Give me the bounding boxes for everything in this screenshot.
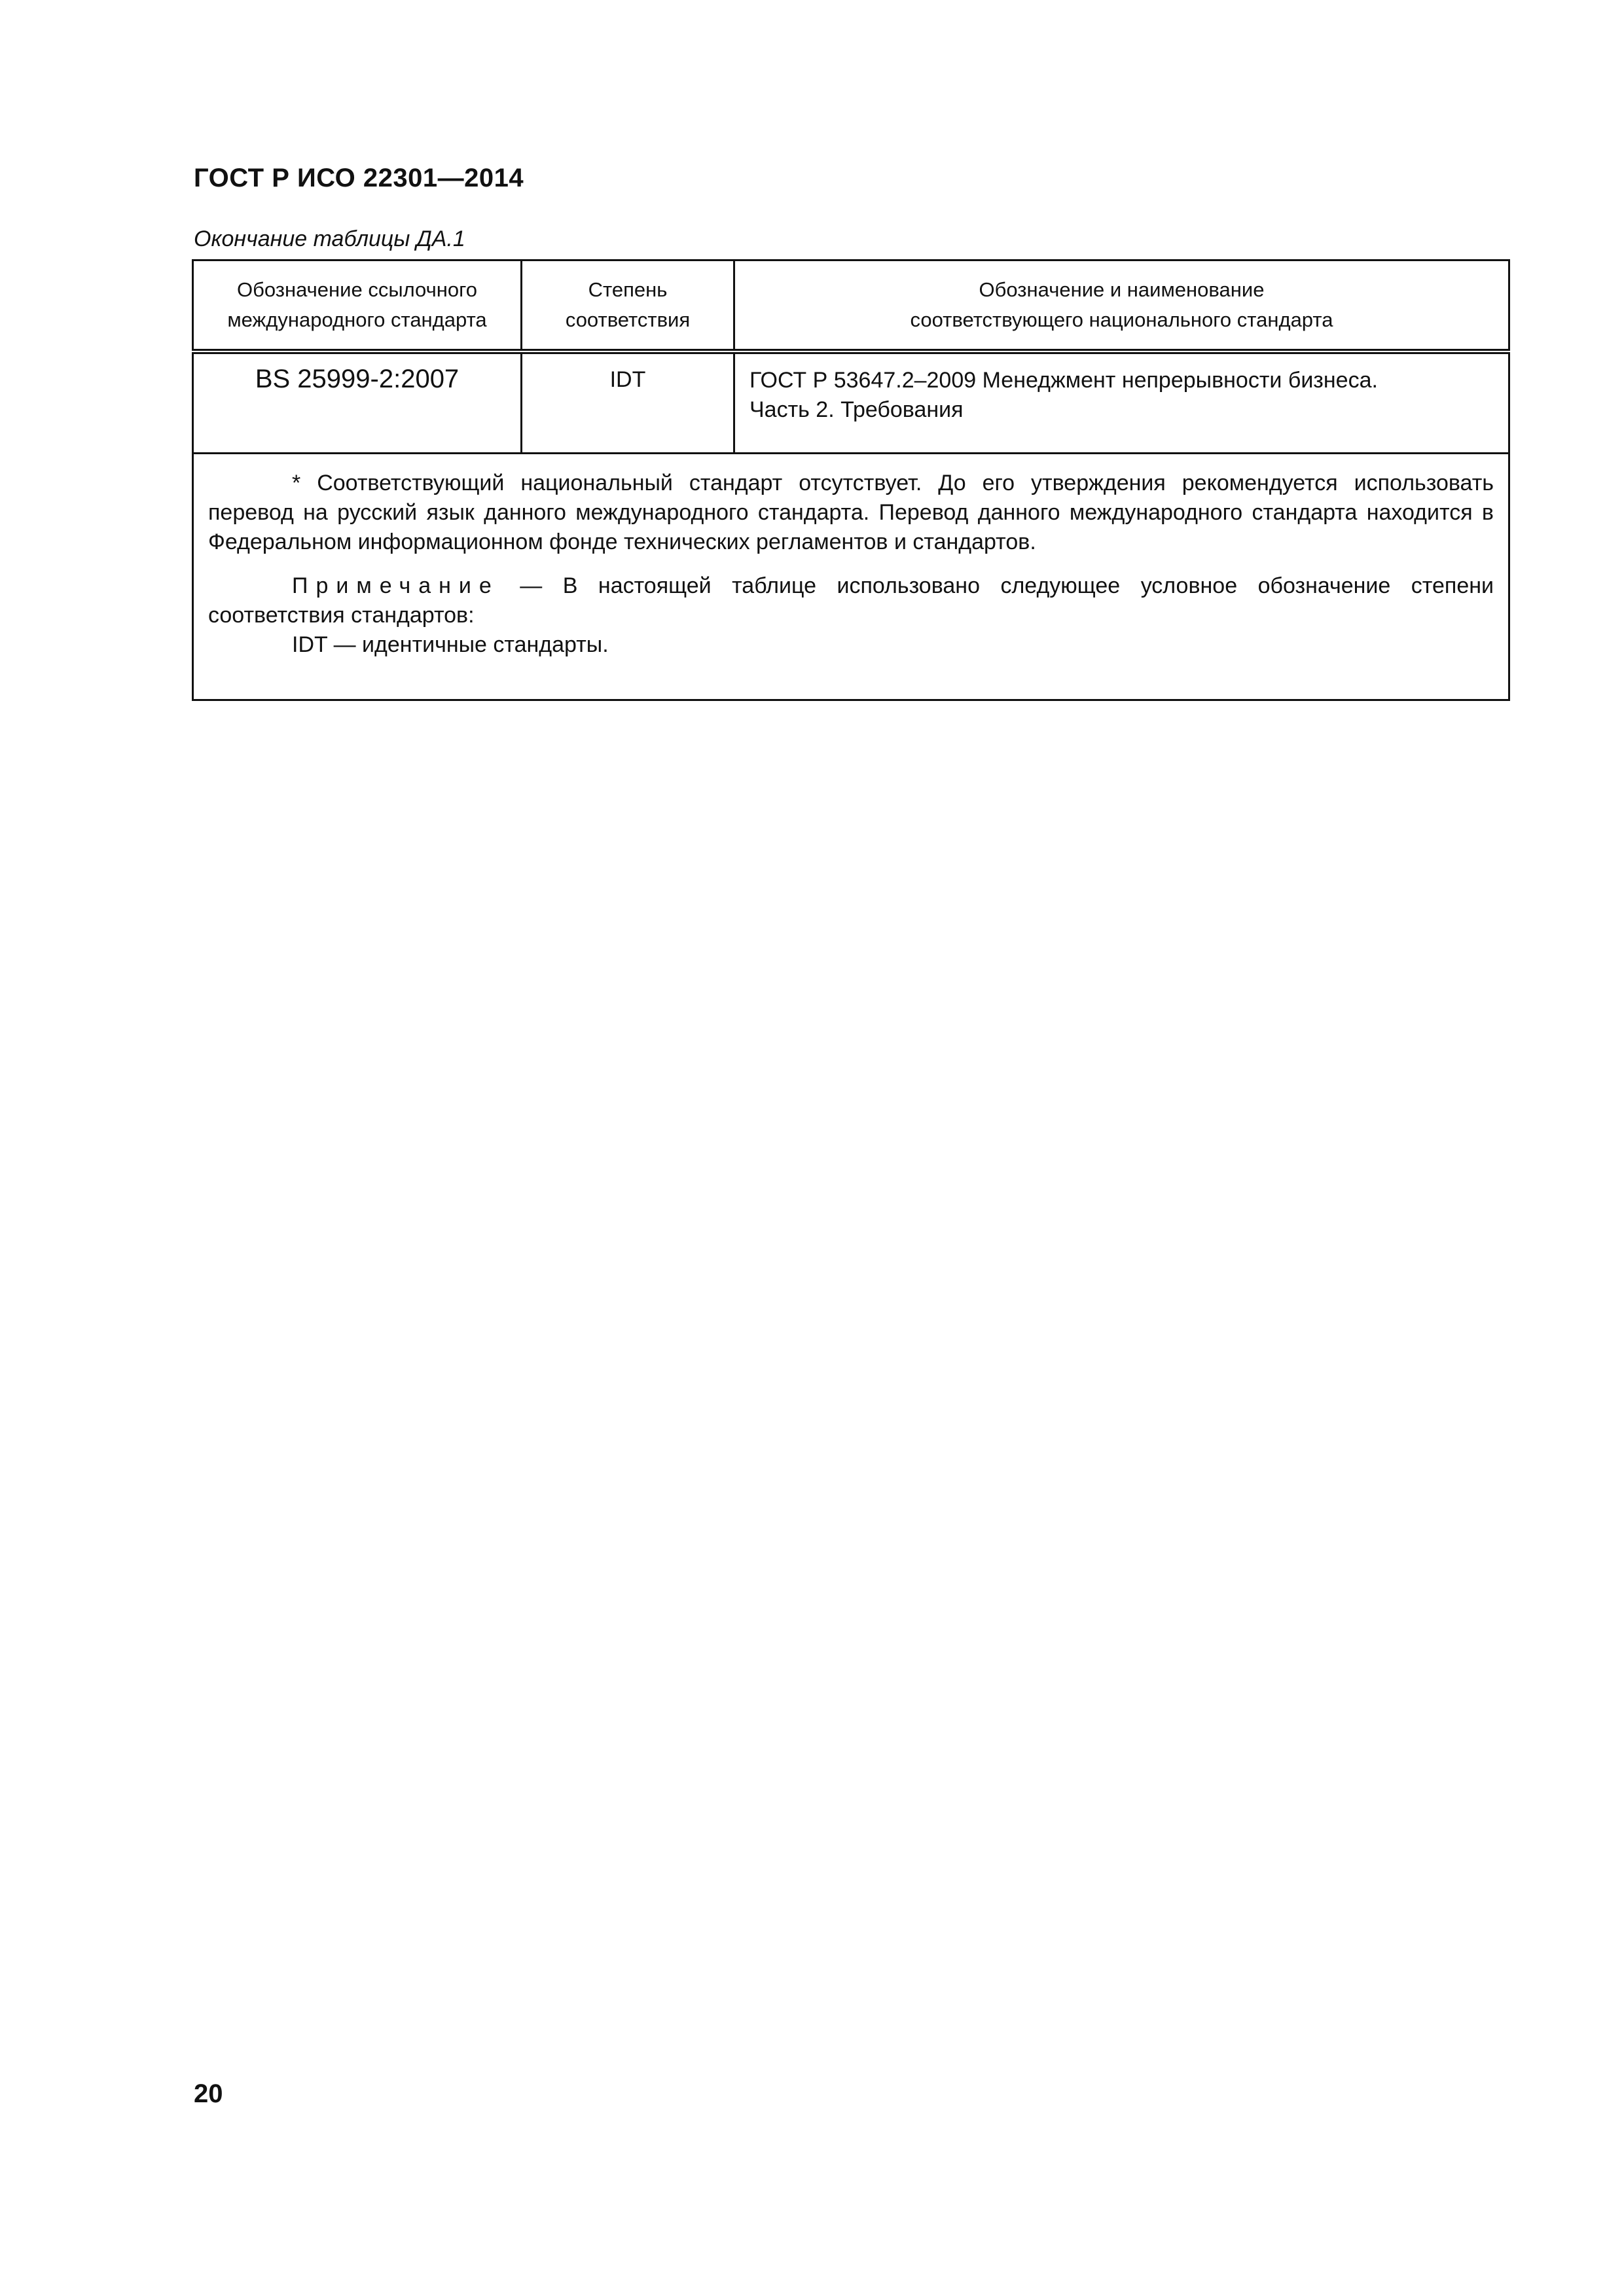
footnote-text: * Соответствующий национальный стандарт отсутствует. До его утверждения рекомендуется использовать перевод на русский язык данного международного стандарта. Перевод данного международного стандарта находится в Федеральном информационном фонде технических регламентов и стандартов. <box>208 471 1494 554</box>
column-header-line: Обозначение ссылочного <box>237 278 477 301</box>
table-notes-cell <box>193 454 1509 700</box>
note-legend: IDT — идентичные стандарты. <box>292 632 609 657</box>
cell-degree: IDT <box>522 351 734 454</box>
cell-national-standard <box>734 351 1509 454</box>
standards-table <box>192 259 1510 701</box>
page-number: 20 <box>194 2079 223 2108</box>
column-header-line: международного стандарта <box>227 308 487 331</box>
note-paragraph <box>208 571 1494 630</box>
note-text: — В настоящей таблице использовано следующее условное обозначение степени соответствия стандартов: <box>208 573 1494 628</box>
column-header-line: соответствующего национального стандарта <box>910 308 1333 331</box>
column-header-line: Обозначение и наименование <box>979 278 1265 301</box>
column-header-line: соответствия <box>565 308 691 331</box>
column-header-national <box>734 260 1509 352</box>
document-header: ГОСТ Р ИСО 22301—2014 <box>194 164 524 192</box>
column-header-line: Степень <box>588 278 668 301</box>
note-label: Примечание <box>292 573 499 598</box>
national-standard-line: ГОСТ Р 53647.2–2009 Менеджмент непрерывности бизнеса. <box>749 368 1378 393</box>
table-caption: Окончание таблицы ДА.1 <box>194 226 465 251</box>
column-header-international <box>193 260 522 352</box>
table-notes-row <box>193 454 1509 700</box>
table-header-row <box>193 260 1509 352</box>
column-header-degree <box>522 260 734 352</box>
cell-international-designation: BS 25999-2:2007 <box>193 351 522 454</box>
national-standard-line: Часть 2. Требования <box>749 397 964 422</box>
table-row <box>193 351 1509 454</box>
